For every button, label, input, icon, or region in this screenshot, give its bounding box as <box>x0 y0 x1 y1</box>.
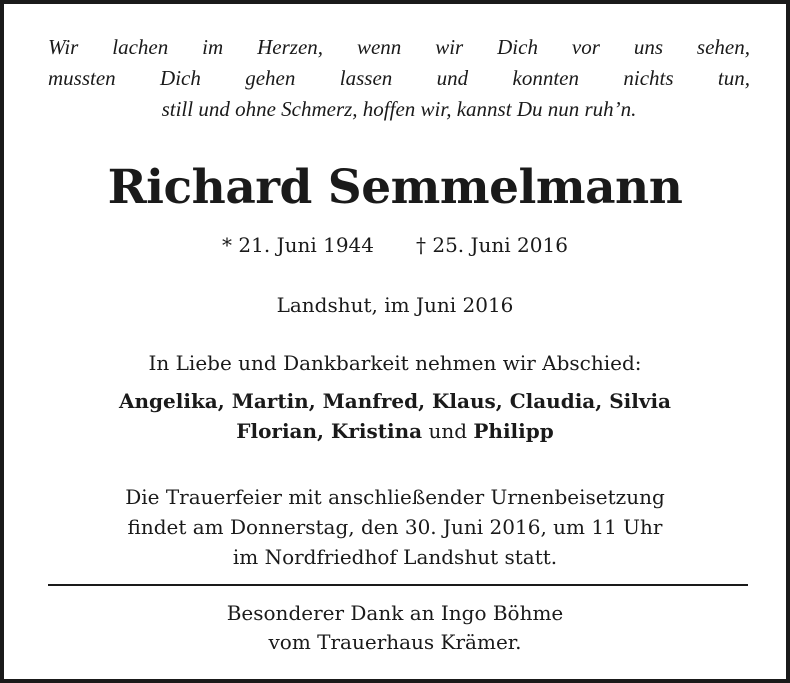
mourners-last: Philipp <box>473 419 554 443</box>
poem-line-1: Wir lachen im Herzen, wenn wir Dich vor uns sehen, <box>48 35 750 59</box>
mourners-line-2 <box>4 416 786 446</box>
thanks-line-1: Besonderer Dank an Ingo Böhme <box>226 601 564 625</box>
divider <box>48 584 748 586</box>
poem-line-3: still und ohne Schmerz, hoffen wir, kannst Du nun ruh’n. <box>161 97 637 121</box>
thanks <box>4 599 786 657</box>
birth-date: * 21. Juni 1944 <box>222 233 374 257</box>
thanks-line-2: vom Trauerhaus Krämer. <box>268 630 522 654</box>
life-dates <box>4 231 786 259</box>
farewell-intro: In Liebe und Dankbarkeit nehmen wir Abschied: <box>148 351 642 375</box>
ceremony-line-3: im Nordfriedhof Landshut statt. <box>232 545 558 569</box>
place-date: Landshut, im Juni 2016 <box>276 293 514 317</box>
poem-line-2: mussten Dich gehen lassen und konnten nichts tun, <box>48 66 750 90</box>
mourners-line-1: Angelika, Martin, Manfred, Klaus, Claudia, Silvia <box>118 389 672 413</box>
mourners-conjunction: und <box>428 419 468 443</box>
ceremony-line-2: findet am Donnerstag, den 30. Juni 2016, um 11 Uhr <box>127 515 663 539</box>
ceremony-line-1: Die Trauerfeier mit anschließender Urnenbeisetzung <box>125 485 665 509</box>
death-date: † 25. Juni 2016 <box>416 233 568 257</box>
deceased-name: Richard Semmelmann <box>107 160 683 215</box>
mourners-names: Florian, Kristina <box>236 419 423 443</box>
mourners <box>4 386 786 446</box>
ceremony-info <box>4 482 786 572</box>
poem <box>48 32 750 125</box>
